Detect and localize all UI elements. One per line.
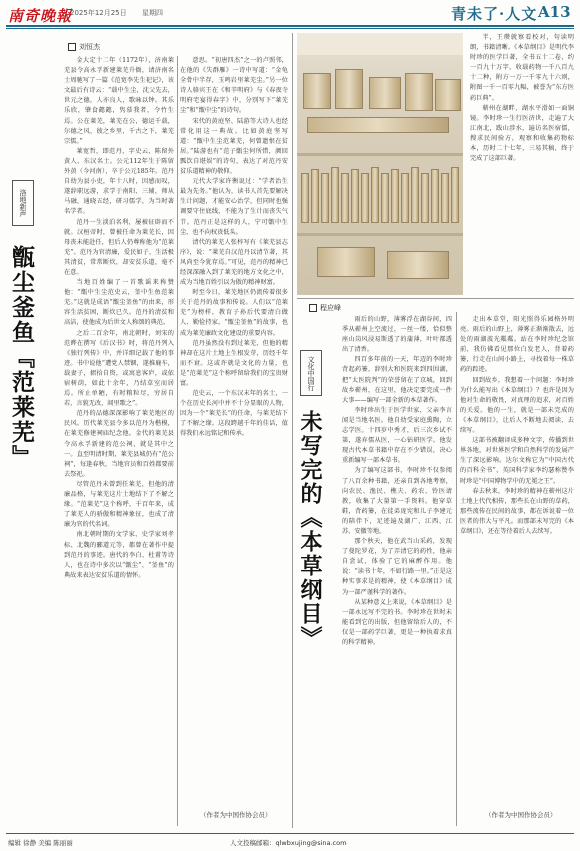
articleB-author: 程应峰 — [320, 304, 341, 312]
paragraph: 回到故乡，我想着一个问题：李时珍为什么能写出《本草纲目》？也许是因为他对生命的敬畏，对真理的追求，对百姓的关爱。他的一生，就是一部未完成的《本草纲目》，让后人不断地去阅读、去续写。 — [460, 376, 574, 435]
articleB-column-2 — [460, 315, 574, 822]
paragraph: 范史云，一个东汉末年的名士，一个在历史长河中并不十分显眼的人物，因为一个“莱芜长”的任命，与莱芜结下了不解之缘。这段跨越千年的佳话，值得我们永远铭记和传承。 — [180, 390, 288, 438]
byline-marker-icon — [68, 43, 76, 51]
section-title: 青未了·人文 — [451, 5, 538, 23]
issue-weekday: 星期四 — [142, 9, 163, 17]
footer-rule — [6, 833, 574, 834]
paragraph: 李时珍出生于医学世家，父亲李言闻是当地名医。他自幼受家庭熏陶，立志学医。十四岁中秀才，后三次乡试不第，遂弃儒从医，一心钻研医学。他发现古代本草书籍中存在不少错误，决心重新编写一部本草书。 — [342, 406, 452, 465]
column-divider — [177, 56, 178, 826]
page-number: A13 — [538, 3, 571, 21]
articleA-column-2 — [180, 56, 288, 822]
paragraph: 宋代的黄庭坚、陆游等大诗人也经常化用这一典故。比如黄庭坚写道：“甑中生尘范莱芜，何曾遗恨在贫居。”陆游也有“范子甑尘何所惜，颜回瓢饮自堪娱”的诗句，表达了对范丹安贫乐道精神的敬仰。 — [180, 117, 288, 176]
paragraph: 意思。“初唐四杰”之一的卢照邻，在他的《失群雁》一诗中写道：“金龟全骨中半存，玉鸣岩里莱芜尘。”另一位诗人骆宾王在《和辛明府》与《春夜寺明府宅宴得春字》中，分别写下“莱芜尘”和“甑中尘”的诗句。 — [180, 57, 288, 115]
column-divider — [456, 312, 457, 826]
articleB-column-tag: 文化中国行 — [300, 350, 322, 396]
header-rule-thin — [6, 28, 574, 29]
paragraph: 那个秋天，他在武当山采药，发现了曼陀罗花，为了弄清它的药性，他亲自尝试，体验了它的麻醉作用。他说：“读书十年，不如行路一里。”正是这种实事求是的精神，使《本草纲目》成为一部严谨科学的著作。 — [342, 538, 452, 596]
articleA-byline — [68, 42, 100, 52]
articleB-headline: 未写完的《本草纲目》 — [297, 410, 323, 650]
paragraph: 半，王瓒就察看校对，句读明朗，书籍清晰。《本草纲目》是明代李时珍的医学巨著，全书五十二卷，约一百九十万字，收载药物一千八百九十二种，附方一万一千零九十六则，附图一千一百零九幅，被誉为“东方医药巨典”。 — [470, 34, 574, 102]
articleA-author: 刘恒杰 — [79, 43, 100, 51]
byline-marker-icon — [309, 304, 317, 312]
paragraph: 时至今日，莱芜地区仍流传着很多关于范丹的故事和传说。人们以“范莱芜”为榜样，教育子孙后代要清白做人、勤俭持家。“甑尘釜鱼”的故事，也成为莱芜廉政文化建设的重要内容。 — [180, 289, 288, 337]
paragraph: 之后二百余年，南北朝时，刘宋的范晔在撰写《后汉书》时，将范丹列入《独行列传》中，并详细记载了他的事迹。书中说他“遭党人禁锢，遂推鹿车，载妻子，捃拾自资，或寓息客庐，或依宿树荫，如此十余年，乃结草室而居焉。所止单陋，有时粮粒尽，穷居自若，言貌无改，闾里歌之”。 — [64, 329, 174, 408]
paragraph: 这部书被翻译成多种文字，传播到世界各地，对世界医学和自然科学的发展产生了深远影响。达尔文称它为“中国古代的百科全书”，英国科学家李约瑟称赞李时珍是“中国博物学中的无冕之王”。 — [460, 437, 574, 485]
paragraph: 四百多年前的一天，年迈的李时珍背起药篓，辞别大和医院来到四围湖，把“太医院判”的荣誉留在了京城，回到故乡蕲州，在这里，他决定要完成一件大事——编写一部全新的本草著作。 — [342, 356, 452, 404]
column-divider — [292, 33, 293, 828]
paragraph: 莱宽哲，即范丹，字史云，陈留外黄人，东汉名士。公元112年生于陈留外黄（今河南），卒于公元185年。范丹自幼为县小吏，年十八时，因感而叹，遂辞职远游，求学于南阳、三辅，师从马融，通晓五经，研习儒学，为当时著名学者。 — [64, 147, 174, 216]
paragraph: 当地百姓编了一首歌谣来称赞他：“甑中生尘范史云，釜中生鱼范莱芜。”这就是成语“甑尘釜鱼”的由来，形容生活贫困，断炊已久。范丹的清贫和高洁，使他成为后世文人称颂的典范。 — [64, 279, 174, 327]
paragraph: 为了编写这部书，李时珍不仅参阅了八百余种书籍，还亲自到各地考察，向农民、渔民、樵夫、药农、铃医请教，收集了大量第一手资料。他穿草鞋，背药篓，在徒弟庞宪和儿子李建元的陪伴下，足迹遍及湖广、江西、江苏、安徽等地。 — [342, 467, 452, 535]
paragraph: 范丹的品德深深影响了莱芜地区的民风。历代莱芜县令多以范丹为楷模，在莱芜修建祠庙纪念他。金代的莱芜县令高永孚新建的范公祠，就是其中之一。直至明清时期，莱芜县城仍有“范公祠”，每逢春秋，当地官员和百姓都要前去祭祀。 — [64, 410, 174, 478]
paragraph: 春去秋来，李时珍的精神在蕲州这片土地上代代相传，那些长在山野的草药，那些流传在民间的故事，都在诉说着一位医者的伟大与平凡。而那部未写完的《本草纲目》，还在等待着后人去续写。 — [460, 487, 574, 535]
paragraph: 元代大学家许衡说过：“学者治生最为先务。”他认为，读书人首先要解决生计问题，才能安心治学，但同时也强调要守住底线，不能为了生计而丧失气节。范丹正是这样的人，宁可甑中生尘，也不向权贵低头。 — [180, 178, 288, 236]
section-divider — [297, 298, 574, 299]
books-exhibit-photo — [297, 33, 463, 295]
paragraph: 从某种意义上来说，《本草纲目》是一部永远写不完的书。李时珍在世时未能看到它的出版，但他留给后人的，不仅是一部药学巨著，更是一种执着求真的科学精神。 — [342, 598, 452, 646]
articleB-byline — [309, 303, 341, 313]
articleB-column-1 — [342, 315, 452, 822]
header-rule — [6, 25, 574, 27]
articleA-column-1 — [64, 56, 174, 822]
footer-editors: 编辑 徐静 美编 陈丽丽 — [8, 839, 73, 847]
paragraph: 南北朝时期的文学家、史学家刘孝标、北魏的郦道元等，都曾在著作中提到范丹的事迹。唐代的李白、杜甫等诗人，也在诗中多次以“甑尘”、“釜鱼”的典故来表达安贫乐道的情怀。 — [64, 531, 174, 579]
articleA-column-tag: 洛地新声 — [12, 180, 34, 226]
paragraph: 范丹一生淡泊名利，屡被征辟而不就。汉桓帝时，曾被任命为莱芜长，因母丧未能赴任，但后人仍尊称他为“范莱芜”。范丹为官清廉，爱民如子，生活极其清贫，常常断炊，却安贫乐道，毫不在意。 — [64, 218, 174, 276]
paragraph: 雨后的山野，薄雾浮在湖谷间，四季从蕲州上空流过，一丝一缕，恰似整座山岗风浸易斯透了的蒲薄，叶叶都透出了清香。 — [342, 316, 452, 354]
photo-side-text — [470, 33, 574, 295]
issue-date: 2025年12月25日 — [70, 9, 127, 17]
paragraph: 尽管范丹未曾到任莱芜，但他的清廉品格，与莱芜这片土地结下了不解之缘。“范莱芜”这个称呼，千百年来，成了莱芜人的骄傲和精神象征，也成了清廉为官的代名词。 — [64, 480, 174, 529]
articleA-headline: 甑尘釜鱼『范莱芜』 — [8, 245, 35, 470]
paragraph: 走出本草堂，阳光照得乐园格外明亮。雨后的山野上，薄雾正渐渐散去，远处的雨湖波光粼粼。站在李时珍纪念馆前，我仿佛看见那位白发老人，背着药篓，行走在山间小路上，寻找着每一株草药的踪迹。 — [460, 316, 574, 374]
articleA-signature: （作者为中国作协会员） — [200, 811, 272, 819]
paragraph: 蕲州在湖畔，湖水平滑如一面铜镜。李时珍一生行医济世，走遍了大江南北，跋山涉水，遍访名医宿儒，搜求民间验方，观察和收集药物标本，历时二十七年，三易其稿，终于完成了这部巨著。 — [470, 104, 574, 163]
articleB-signature: （作者为中国作协会员） — [485, 811, 557, 819]
footer-submission-email: 人文投稿邮箱：qlwbxujing@sina.com — [230, 839, 347, 847]
paragraph: 金大定十二年（1172年），济南莱芜县令高永孚新建莱芜升衙，请济南名士周驰写了一篇《范宽李先生祀记》，该文最后有诗云：“载中生尘，沈父先去，世元之德，人亦良人，歌咏以钟。其乐乐欣，肇食懿懿，隽慕我者，令竹生焉。公在莱芜，莱芜在公，德运千载，尔德之风，彼之乡里，千古之下，莱芜宗儒。” — [64, 57, 174, 145]
masthead-logo: 南奇晚報 — [8, 7, 73, 25]
paragraph: 范丹虽然没有到过莱芜，但他的精神却在这片土地上生根发芽，历经千年而不衰。这或许就是文化的力量，也是“范莱芜”这个称呼留给我们的宝贵财富。 — [180, 339, 288, 387]
paragraph: 清代的莱芜人张梓写有《莱芜县志序》，说：“莱芜自汉范丹以清节著，其风尚至今犹存焉。”可见，范丹的精神已经深深融入到了莱芜的地方文化之中，成为当地百姓引以为傲的精神财富。 — [180, 238, 288, 287]
